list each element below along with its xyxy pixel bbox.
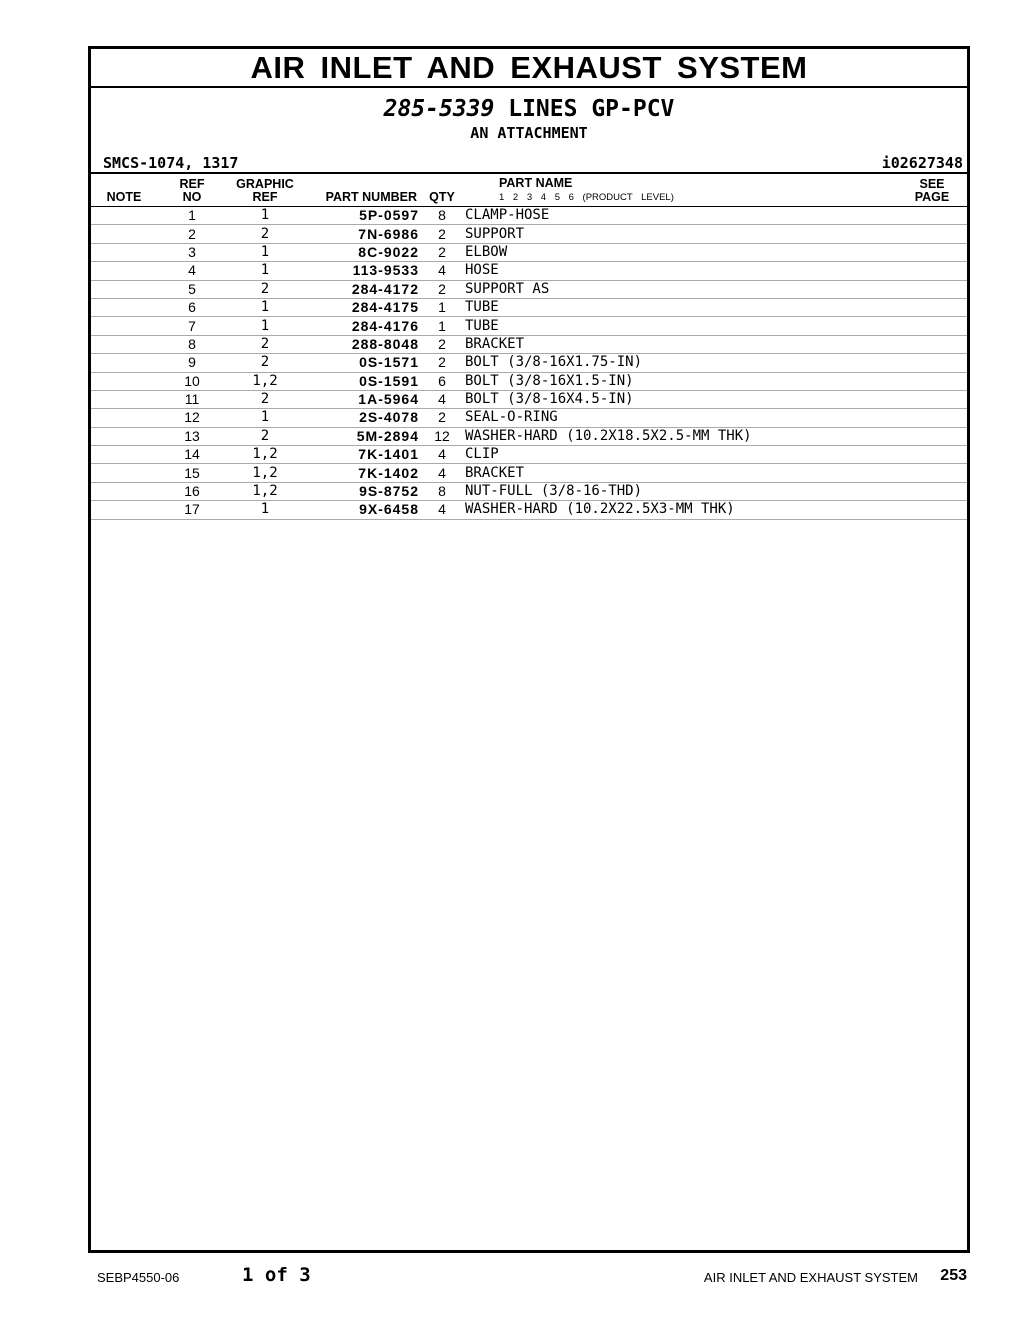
qty-cell: 12 — [419, 427, 465, 445]
ref-no-cell: 15 — [157, 464, 227, 482]
note-cell — [91, 335, 157, 353]
table-row — [91, 225, 967, 243]
qty-cell: 2 — [419, 335, 465, 353]
col-ref-no: REF NO — [157, 173, 227, 207]
graphic-ref-cell: 1 — [227, 501, 303, 519]
part-name-cell: SEAL-O-RING — [465, 409, 897, 427]
ref-no-cell: 11 — [157, 390, 227, 408]
doc-number: SEBP4550-06 — [97, 1270, 180, 1285]
see-page-cell — [897, 298, 967, 316]
part-number-cell: 288-8048 — [303, 335, 419, 353]
graphic-ref-cell: 1,2 — [227, 482, 303, 500]
ref-no-cell: 17 — [157, 501, 227, 519]
qty-cell: 2 — [419, 225, 465, 243]
ref-no-cell: 14 — [157, 446, 227, 464]
table-header-row — [91, 173, 967, 207]
see-page-cell — [897, 354, 967, 372]
note-cell — [91, 464, 157, 482]
part-name-cell: ELBOW — [465, 243, 897, 261]
table-row — [91, 390, 967, 408]
part-name-cell: BOLT (3/8-16X4.5-IN) — [465, 390, 897, 408]
smcs-row — [91, 150, 967, 172]
part-name-cell: BRACKET — [465, 335, 897, 353]
title-bar — [91, 49, 967, 88]
graphic-ref-cell: 2 — [227, 354, 303, 372]
qty-cell: 6 — [419, 372, 465, 390]
table-row — [91, 464, 967, 482]
graphic-ref-cell: 1 — [227, 317, 303, 335]
part-name-cell: WASHER-HARD (10.2X18.5X2.5-MM THK) — [465, 427, 897, 445]
ref-no-cell: 16 — [157, 482, 227, 500]
ref-no-cell: 5 — [157, 280, 227, 298]
qty-cell: 2 — [419, 280, 465, 298]
part-number-cell: 5M-2894 — [303, 427, 419, 445]
see-page-cell — [897, 225, 967, 243]
note-cell — [91, 482, 157, 500]
note-cell — [91, 298, 157, 316]
ref-no-cell: 7 — [157, 317, 227, 335]
table-row — [91, 243, 967, 261]
part-name-cell: TUBE — [465, 317, 897, 335]
note-cell — [91, 262, 157, 280]
qty-cell: 2 — [419, 243, 465, 261]
part-number-cell: 8C-9022 — [303, 243, 419, 261]
ref-no-cell: 10 — [157, 372, 227, 390]
table-row — [91, 427, 967, 445]
graphic-ref-cell: 1 — [227, 262, 303, 280]
see-page-cell — [897, 317, 967, 335]
note-cell — [91, 409, 157, 427]
page-number: 253 — [940, 1267, 967, 1284]
qty-cell: 4 — [419, 501, 465, 519]
graphic-ref-cell: 2 — [227, 225, 303, 243]
group-number: 285-5339 — [383, 96, 495, 122]
see-page-cell — [897, 280, 967, 298]
qty-cell: 4 — [419, 464, 465, 482]
see-page-cell — [897, 464, 967, 482]
graphic-ref-cell: 1 — [227, 409, 303, 427]
part-name-cell: SUPPORT — [465, 225, 897, 243]
part-number-cell: 9X-6458 — [303, 501, 419, 519]
part-number-cell: 284-4172 — [303, 280, 419, 298]
ref-no-cell: 9 — [157, 354, 227, 372]
see-page-cell — [897, 409, 967, 427]
see-page-cell — [897, 390, 967, 408]
qty-cell: 4 — [419, 390, 465, 408]
part-number-cell: 284-4176 — [303, 317, 419, 335]
see-page-cell — [897, 482, 967, 500]
group-header — [91, 96, 967, 142]
col-qty: QTY — [419, 173, 465, 207]
note-cell — [91, 446, 157, 464]
qty-cell: 8 — [419, 482, 465, 500]
note-cell — [91, 317, 157, 335]
note-cell — [91, 280, 157, 298]
ref-no-cell: 4 — [157, 262, 227, 280]
see-page-cell — [897, 501, 967, 519]
table-row — [91, 317, 967, 335]
ref-no-cell: 13 — [157, 427, 227, 445]
qty-cell: 2 — [419, 409, 465, 427]
ref-no-cell: 2 — [157, 225, 227, 243]
page-frame — [88, 46, 970, 1253]
part-name-cell: CLAMP-HOSE — [465, 207, 897, 225]
part-number-cell: 7K-1402 — [303, 464, 419, 482]
parts-table — [91, 172, 967, 520]
smcs-code: SMCS-1074, 1317 — [103, 154, 239, 172]
table-row — [91, 262, 967, 280]
col-see-page: SEE PAGE — [897, 173, 967, 207]
table-row — [91, 298, 967, 316]
see-page-cell — [897, 427, 967, 445]
note-cell — [91, 207, 157, 225]
graphic-ref-cell: 1,2 — [227, 464, 303, 482]
page-title: AIR INLET AND EXHAUST SYSTEM — [250, 50, 808, 85]
table-row — [91, 409, 967, 427]
graphic-ref-cell: 2 — [227, 280, 303, 298]
part-name-cell: WASHER-HARD (10.2X22.5X3-MM THK) — [465, 501, 897, 519]
ref-no-cell: 3 — [157, 243, 227, 261]
qty-cell: 8 — [419, 207, 465, 225]
note-cell — [91, 390, 157, 408]
table-row — [91, 335, 967, 353]
qty-cell: 1 — [419, 298, 465, 316]
part-name-cell: HOSE — [465, 262, 897, 280]
footer-section: AIR INLET AND EXHAUST SYSTEM — [703, 1270, 918, 1285]
graphic-ref-cell: 2 — [227, 427, 303, 445]
part-number-cell: 5P-0597 — [303, 207, 419, 225]
graphic-ref-cell: 1 — [227, 243, 303, 261]
part-number-cell: 2S-4078 — [303, 409, 419, 427]
graphic-ref-cell: 1,2 — [227, 446, 303, 464]
part-name-cell: BRACKET — [465, 464, 897, 482]
see-page-cell — [897, 207, 967, 225]
col-note: NOTE — [91, 173, 157, 207]
part-number-cell: 0S-1571 — [303, 354, 419, 372]
part-name-cell: CLIP — [465, 446, 897, 464]
col-graphic-ref: GRAPHIC REF — [227, 173, 303, 207]
qty-cell: 2 — [419, 354, 465, 372]
note-cell — [91, 225, 157, 243]
see-page-cell — [897, 372, 967, 390]
part-name-cell: SUPPORT AS — [465, 280, 897, 298]
ref-no-cell: 12 — [157, 409, 227, 427]
part-name-cell: TUBE — [465, 298, 897, 316]
table-row — [91, 280, 967, 298]
page-of: 1 of 3 — [242, 1264, 311, 1286]
part-number-cell: 113-9533 — [303, 262, 419, 280]
note-cell — [91, 372, 157, 390]
table-row — [91, 372, 967, 390]
group-subtitle: AN ATTACHMENT — [470, 124, 588, 142]
illustration-id: i02627348 — [881, 154, 963, 172]
product-levels: 1 2 3 4 5 6 (PRODUCT LEVEL) — [499, 192, 674, 203]
graphic-ref-cell: 1,2 — [227, 372, 303, 390]
table-row — [91, 354, 967, 372]
col-part-name: PART NAME 1 2 3 4 5 6 (PRODUCT LEVEL) — [465, 173, 897, 207]
qty-cell: 4 — [419, 446, 465, 464]
note-cell — [91, 501, 157, 519]
group-line — [91, 96, 967, 122]
table-row — [91, 207, 967, 225]
part-name-cell: BOLT (3/8-16X1.75-IN) — [465, 354, 897, 372]
ref-no-cell: 6 — [157, 298, 227, 316]
part-number-cell: 9S-8752 — [303, 482, 419, 500]
see-page-cell — [897, 446, 967, 464]
graphic-ref-cell: 1 — [227, 207, 303, 225]
part-number-cell: 7K-1401 — [303, 446, 419, 464]
table-row — [91, 482, 967, 500]
col-part-number: PART NUMBER — [303, 173, 419, 207]
parts-body — [91, 207, 967, 520]
graphic-ref-cell: 1 — [227, 298, 303, 316]
qty-cell: 1 — [419, 317, 465, 335]
part-number-cell: 0S-1591 — [303, 372, 419, 390]
part-number-cell: 284-4175 — [303, 298, 419, 316]
part-number-cell: 7N-6986 — [303, 225, 419, 243]
page-footer — [0, 1262, 1020, 1292]
ref-no-cell: 1 — [157, 207, 227, 225]
see-page-cell — [897, 335, 967, 353]
graphic-ref-cell: 2 — [227, 335, 303, 353]
qty-cell: 4 — [419, 262, 465, 280]
table-row — [91, 446, 967, 464]
note-cell — [91, 243, 157, 261]
part-number-cell: 1A-5964 — [303, 390, 419, 408]
group-name: LINES GP-PCV — [508, 96, 675, 122]
graphic-ref-cell: 2 — [227, 390, 303, 408]
note-cell — [91, 427, 157, 445]
ref-no-cell: 8 — [157, 335, 227, 353]
part-name-cell: BOLT (3/8-16X1.5-IN) — [465, 372, 897, 390]
part-name-cell: NUT-FULL (3/8-16-THD) — [465, 482, 897, 500]
table-row — [91, 501, 967, 519]
see-page-cell — [897, 243, 967, 261]
note-cell — [91, 354, 157, 372]
see-page-cell — [897, 262, 967, 280]
